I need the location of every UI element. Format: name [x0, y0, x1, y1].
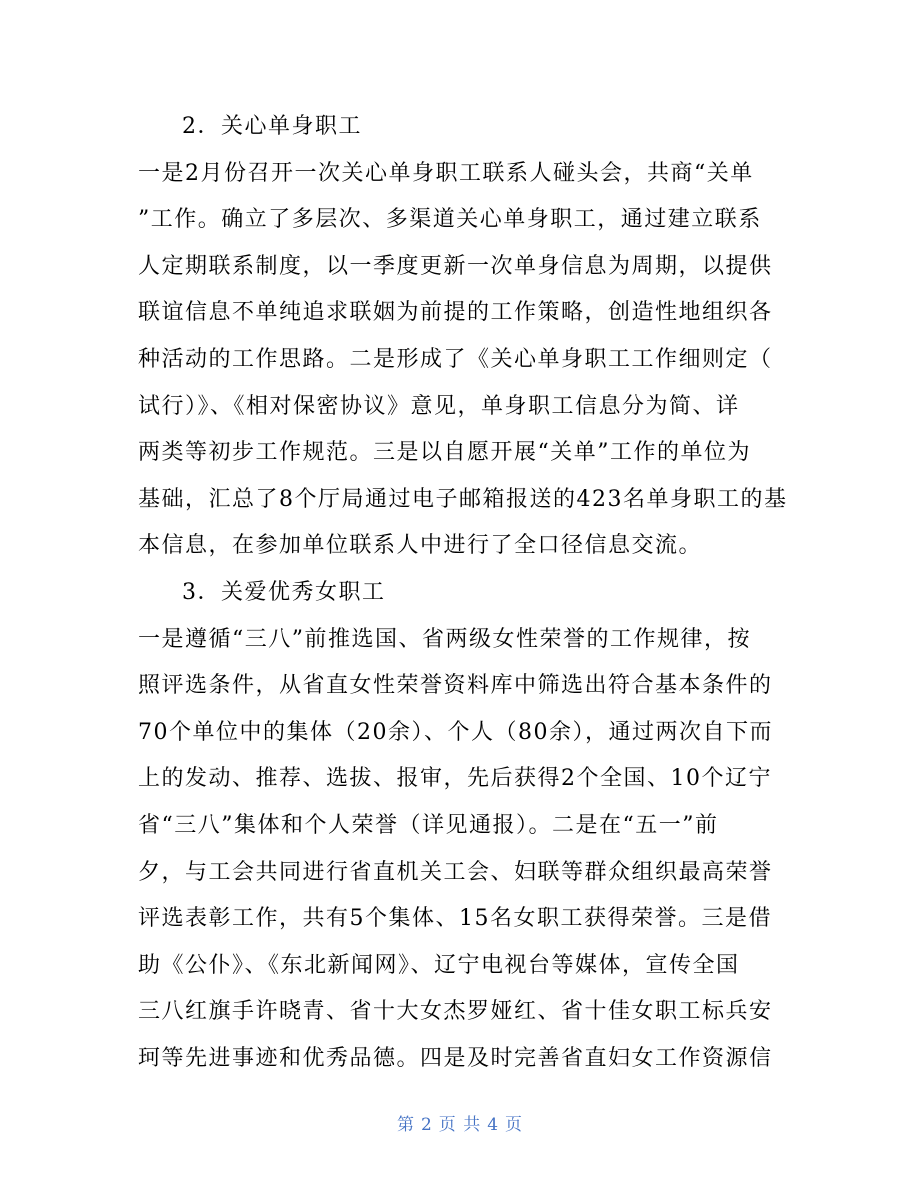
section-3-line: 一是遵循“三八”前推选国、省两级女性荣誉的工作规律，按: [138, 626, 751, 652]
section-3-line: 三八红旗手许晓青、省十大女杰罗娅红、省十佳女职工标兵安: [138, 999, 773, 1025]
section-2-line: 本信息，在参加单位联系人中进行了全口径信息交流。: [138, 533, 703, 559]
document-body: [138, 104, 788, 1082]
section-3-line: 照评选条件，从省直女性荣誉资料库中筛选出符合基本条件的: [138, 673, 773, 699]
section-3-line: 70个单位中的集体（20余）、个人（80余），通过两次自下而: [138, 719, 773, 745]
section-3-line: 省“三八”集体和个人荣誉（详见通报）。二是在“五一”前: [138, 812, 719, 838]
section-2-line: 种活动的工作思路。二是形成了《关心单身职工工作细则定（: [138, 346, 773, 372]
section-3-heading: 3．关爱优秀女职工: [182, 579, 386, 605]
section-3-line: 珂等先进事迹和优秀品德。四是及时完善省直妇女工作资源信: [138, 1045, 773, 1071]
footer-total-pages: 4: [487, 1115, 500, 1135]
section-3-line: 上的发动、推荐、选拔、报审，先后获得2个全国、10个辽宁: [138, 766, 772, 792]
section-2-line: 一是2月份召开一次关心单身职工联系人碰头会，共商“关单: [138, 160, 754, 186]
section-2-line: 人定期联系制度，以一季度更新一次单身信息为周期，以提供: [138, 253, 773, 279]
section-2-line: 试行）》、《相对保密协议》意见，单身职工信息分为简、详: [138, 393, 740, 419]
section-2-line: 基础，汇总了8个厅局通过电子邮箱报送的423名单身职工的基: [138, 486, 788, 512]
section-3-line: 评选表彰工作，共有5个集体、15名女职工获得荣誉。三是借: [138, 906, 772, 932]
page-number-footer: [0, 1110, 920, 1135]
section-2-line: ”工作。确立了多层次、多渠道关心单身职工，通过建立联系: [138, 207, 762, 233]
section-2-line: 联谊信息不单纯追求联姻为前提的工作策略，创造性地组织各: [138, 300, 773, 326]
footer-current-page: 2: [420, 1115, 433, 1135]
footer-middle: 页 共: [438, 1115, 482, 1135]
section-3-line: 助《公仆》、《东北新闻网》、辽宁电视台等媒体，宣传全国: [138, 952, 740, 978]
section-2-heading: 2．关心单身职工: [182, 114, 362, 139]
section-3-line: 夕，与工会共同进行省直机关工会、妇联等群众组织最高荣誉: [138, 859, 773, 885]
footer-suffix: 页: [505, 1115, 524, 1135]
section-2-line: 两类等初步工作规范。三是以自愿开展“关单”工作的单位为: [138, 440, 751, 466]
footer-prefix: 第: [396, 1115, 415, 1135]
